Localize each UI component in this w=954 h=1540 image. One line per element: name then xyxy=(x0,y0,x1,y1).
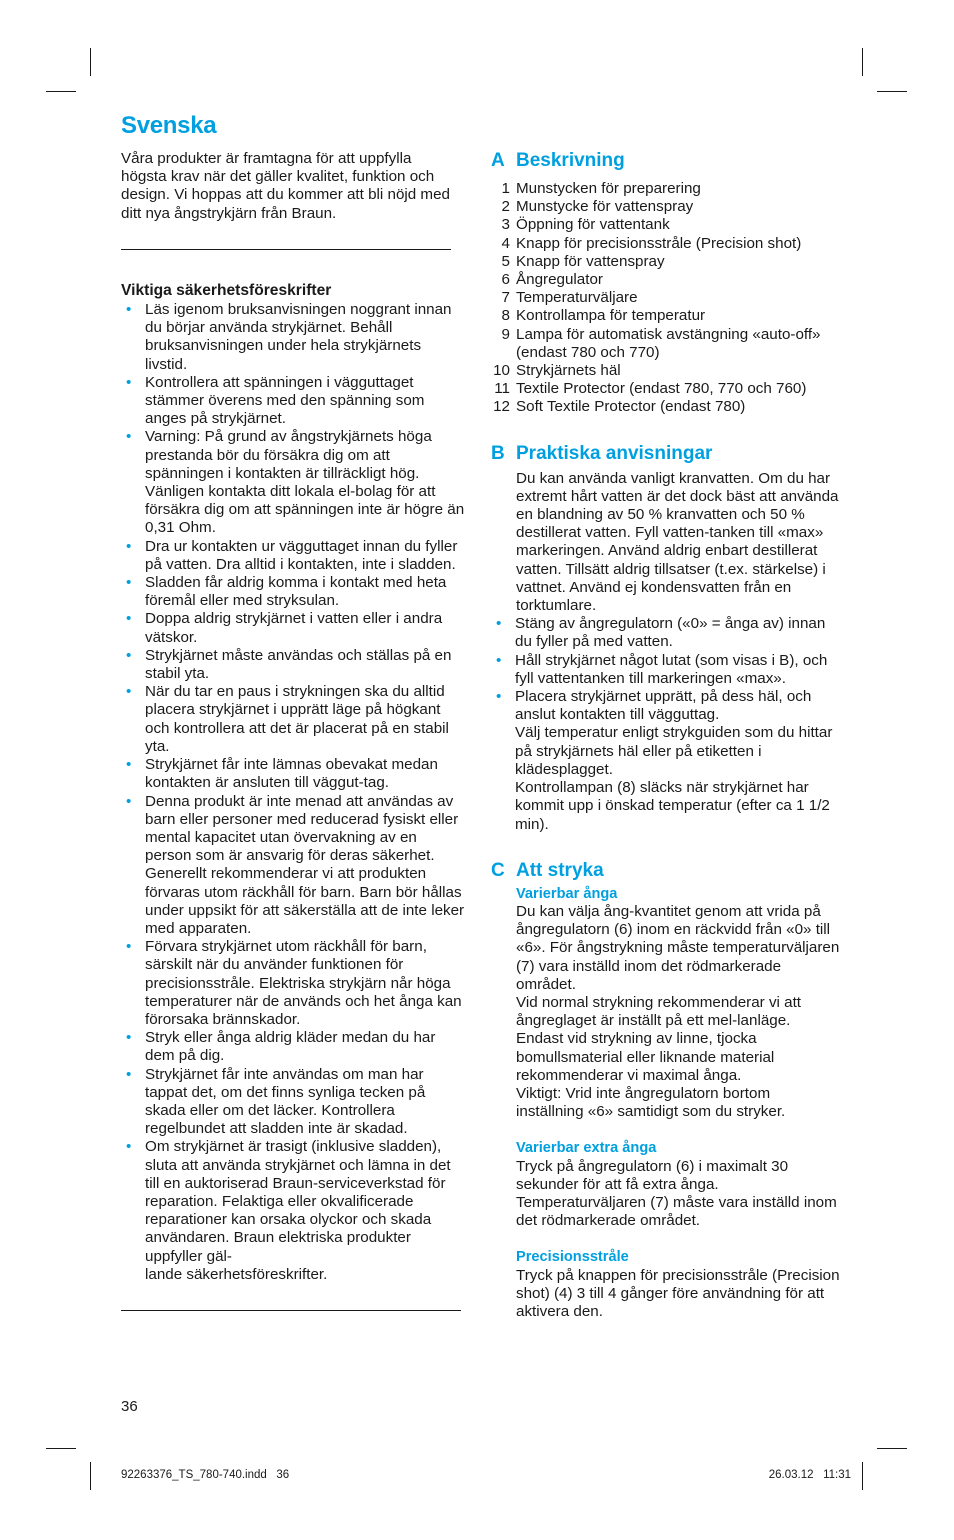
safety-heading: Viktiga säkerhetsföreskrifter xyxy=(121,281,332,299)
footer-date: 26.03.12 11:31 xyxy=(768,1469,851,1481)
part-item xyxy=(491,289,841,307)
section-title: Praktiska anvisningar xyxy=(516,442,713,464)
list-item: • Läs igenom bruksanvisningen noggrant innan du börjar använda strykjärnet. Behåll bruksanvisningen under hela strykjärnets livstid. xyxy=(121,301,466,374)
part-number: 2 xyxy=(501,198,510,216)
section-b-list xyxy=(491,615,841,833)
part-number: 5 xyxy=(501,252,510,270)
safety-list xyxy=(121,301,466,1284)
right-column xyxy=(491,150,841,1321)
intro-paragraph: Våra produkter är framtagna för att uppfylla högsta krav när det gäller kvalitet, funktion och design. Vi hoppas att du kommer att bli nöjd med ditt nya ångstrykjärn från Braun. xyxy=(121,150,450,222)
list-item: • Sladden får aldrig komma i kontakt med heta föremål eller med stryksulan. xyxy=(121,574,466,610)
part-number: 6 xyxy=(501,271,510,289)
part-label: Munstycke för vattenspray xyxy=(516,198,694,216)
list-item: • Håll strykjärnet något lutat (som visas i B), och fyll vattentanken till markeringen «max». xyxy=(491,652,841,688)
part-item xyxy=(491,235,841,253)
list-item: • Strykjärnet får inte användas om man har tappat det, om det finns synliga tecken på skada eller om det läcker. Kontrollera regelbundet att sladden inte är skadad. xyxy=(121,1066,466,1139)
divider xyxy=(121,249,451,250)
part-number: 3 xyxy=(501,216,510,234)
list-item: • Strykjärnet måste användas och ställas på en stabil yta. xyxy=(121,647,466,683)
footer-filename: 92263376_TS_780-740.indd 36 xyxy=(121,1469,290,1481)
parts-list xyxy=(491,180,841,417)
part-item xyxy=(491,198,841,216)
crop-mark xyxy=(46,91,76,92)
part-label: Strykjärnets häl xyxy=(516,362,621,380)
section-title: Beskrivning xyxy=(516,150,625,171)
page-title: Svenska xyxy=(121,112,217,139)
list-item: • Om strykjärnet är trasigt (inklusive sladden), sluta att använda strykjärnet och lämna in det till en auktoriserad Braun-serviceverkstad för reparation. Felaktiga eller okvalificerade reparationer kan orsaka olyckor och skada användaren. Braun elektriska produkter uppfyller gäl- lande säkerhetsföreskrifter. xyxy=(121,1138,466,1284)
divider xyxy=(121,1310,461,1311)
crop-mark xyxy=(46,1448,76,1449)
part-label: Lampa för automatisk avstängning «auto-off» (endast 780 och 770) xyxy=(516,325,821,361)
part-item xyxy=(491,326,841,362)
section-title: Att stryka xyxy=(516,859,604,881)
list-item: • Placera strykjärnet upprätt, på dess häl, och anslut kontakten till vägguttag. Välj temperatur enligt strykguiden som du hittar på strykjärnets häl eller på etiketten i klädesplagget. Kontrollampan (8) släcks när strykjärnet har kommit upp i önskad temperatur (efter ca 1 1/2 min). xyxy=(491,688,841,834)
crop-mark xyxy=(90,1462,91,1490)
list-item: • Förvara strykjärnet utom räckhåll för barn, särskilt när du använder funktionen för precisionsstråle. Elektriska strykjärn når höga temperaturer när de används och het ånga kan förorsaka brännskador. xyxy=(121,938,466,1029)
part-item xyxy=(491,398,841,416)
part-number: 7 xyxy=(501,289,510,307)
precision-shot-text: Tryck på knappen för precisionsstråle (Precision shot) (4) 3 till 4 gånger före användning för att aktivera den. xyxy=(516,1266,840,1320)
part-label: Knapp för vattenspray xyxy=(516,252,665,270)
subheading-variable-steam: Varierbar ånga xyxy=(516,885,618,902)
part-label: Ångregulator xyxy=(516,271,603,289)
part-label: Öppning för vattentank xyxy=(516,216,670,234)
list-item: • Strykjärnet får inte lämnas obevakat medan kontakten är ansluten till väggut-tag. xyxy=(121,756,466,792)
list-item: • Denna produkt är inte menad att användas av barn eller personer med reducerad fysiskt eller mental kapacitet utan övervakning av en person som är ansvarig för deras säkerhet. Generellt rekommenderar vi att produkten förvaras utom räckhåll för barn. Barn bör hållas under uppsikt för att säkerställa att de inte leker med apparaten. xyxy=(121,793,466,939)
subheading-precision-shot: Precisionsstråle xyxy=(516,1249,629,1266)
page-number: 36 xyxy=(121,1398,138,1415)
list-item: • När du tar en paus i strykningen ska du alltid placera strykjärnet i upprätt läge på högkant och kontrollera att det är placerat på en stabil yta. xyxy=(121,683,466,756)
list-item: • Dra ur kontakten ur vägguttaget innan du fyller på vatten. Dra alltid i kontakten, inte i sladden. xyxy=(121,538,466,574)
crop-mark xyxy=(862,48,863,76)
crop-mark xyxy=(862,1462,863,1490)
part-label: Munstycken för preparering xyxy=(516,180,701,197)
list-item: • Kontrollera att spänningen i vägguttaget stämmer överens med den spänning som anges på strykjärnet. xyxy=(121,374,466,429)
part-label: Temperaturväljare xyxy=(516,289,638,307)
part-item xyxy=(491,362,841,380)
part-label: Soft Textile Protector (endast 780) xyxy=(516,398,746,416)
part-number: 4 xyxy=(501,234,510,252)
part-number: 12 xyxy=(493,398,510,416)
variable-steam-text: Du kan välja ång-kvantitet genom att vrida på ångregulatorn (6) inom en räckvidd från «0» till «6». För ångstrykning måste temperaturväljaren (7) vara inställd inom det rödmarkerade området. Vid normal strykning rekommenderar vi att ångreglaget är inställt på ett mel-lanläge. Endast vid strykning av linne, tjocka bomullsmaterial eller liknande material rekommenderar vi maximal ånga. Viktigt: Vrid inte ångregulatorn bortom inställning «6» samtidigt som du stryker. xyxy=(516,902,840,1121)
part-number: 10 xyxy=(493,362,510,380)
part-item xyxy=(491,307,841,325)
extra-steam-text: Tryck på ångregulatorn (6) i maximalt 30 sekunder för att få extra ånga. Temperaturväljaren (7) måste vara inställd inom det rödmarkerade området. xyxy=(516,1157,837,1230)
part-label: Kontrollampa för temperatur xyxy=(516,307,706,325)
crop-mark xyxy=(877,1448,907,1449)
part-number: 8 xyxy=(501,307,510,325)
part-item xyxy=(491,380,841,398)
part-label: Knapp för precisionsstråle (Precision shot) xyxy=(516,234,802,252)
section-c-heading xyxy=(491,860,841,882)
crop-mark xyxy=(90,48,91,76)
part-item xyxy=(491,253,841,271)
list-item: • Varning: På grund av ångstrykjärnets höga prestanda bör du försäkra dig om att spänningen i kontakten är tillräckligt hög. Vänligen kontakta ditt lokala el-bolag för att försäkra dig om att spänningen inte är högre än 0,31 Ohm. xyxy=(121,428,466,537)
part-number: 1 xyxy=(501,180,510,197)
left-column xyxy=(121,150,466,1311)
part-item xyxy=(491,180,841,198)
crop-mark xyxy=(877,91,907,92)
part-number: 9 xyxy=(501,325,510,343)
section-letter: A xyxy=(491,150,505,171)
list-item: • Stäng av ångregulatorn («0» = ånga av) innan du fyller på med vatten. xyxy=(491,615,841,651)
section-letter: C xyxy=(491,859,505,881)
list-item: • Stryk eller ånga aldrig kläder medan du har dem på dig. xyxy=(121,1029,466,1065)
subheading-extra-steam: Varierbar extra ånga xyxy=(516,1140,657,1157)
section-b-heading xyxy=(491,443,841,465)
part-number: 11 xyxy=(494,380,510,398)
section-c-body xyxy=(491,885,841,1321)
section-a-heading xyxy=(491,150,841,172)
list-item: • Doppa aldrig strykjärnet i vatten eller i andra vätskor. xyxy=(121,610,466,646)
part-item xyxy=(491,216,841,234)
part-label: Textile Protector (endast 780, 770 och 760) xyxy=(516,380,807,398)
section-letter: B xyxy=(491,442,505,464)
part-item xyxy=(491,271,841,289)
section-b-intro: Du kan använda vanligt kranvatten. Om du har extremt hårt vatten är det dock bäst att använda en blandning av 50 % kranvatten och 50 % destillerat vatten. Fyll vatten-tanken till «max» markeringen. Använd aldrig enbart destillerat vatten. Tillsätt aldrig tillsatser (t.ex. stärkelse) i vattnet. Använd ej kondensvatten från en torktumlare. xyxy=(516,469,839,615)
